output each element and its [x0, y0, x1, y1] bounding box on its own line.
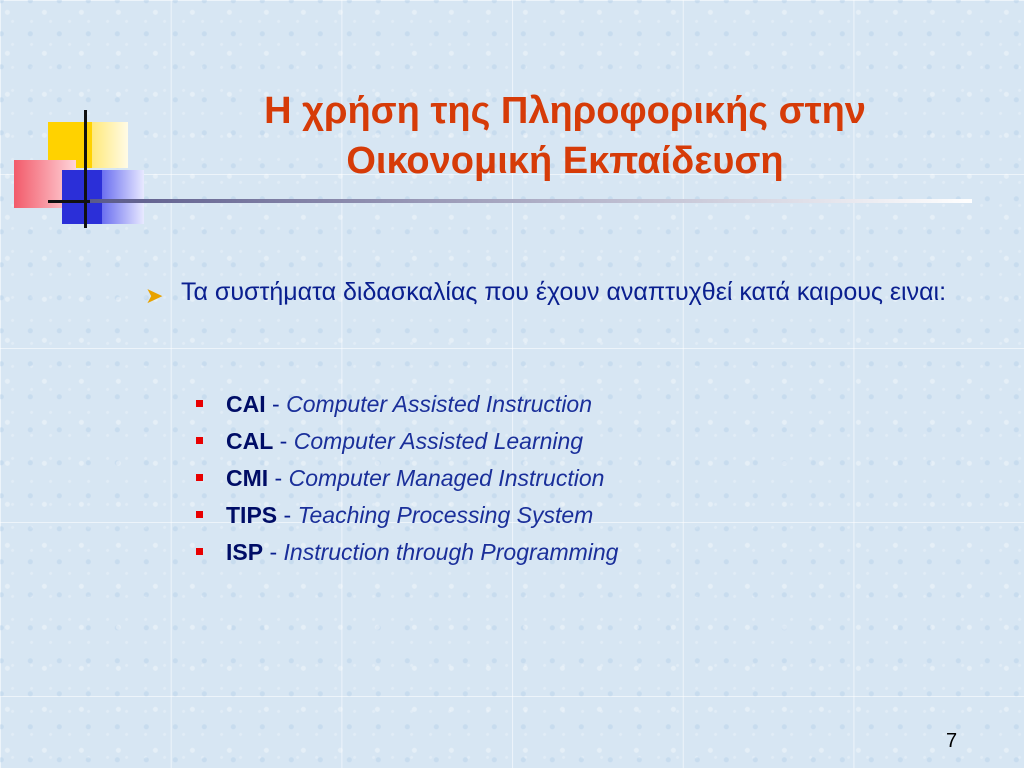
title-line-1: Η χρήση της Πληροφορικής στην [264, 90, 866, 132]
logo-yellow-fade [92, 122, 128, 168]
item-abbreviation: TIPS [226, 502, 278, 528]
item-abbreviation: CAI [226, 391, 266, 417]
main-bullet-text: Τα συστήματα διδασκαλίας που έχουν αναπτυχθεί κατά καιρους ειναι: [181, 278, 947, 306]
item-abbreviation: CAL [226, 428, 274, 454]
list-item [195, 499, 618, 536]
list-item [195, 425, 618, 462]
logo-blue-fade [102, 170, 144, 224]
square-bullet-icon [196, 511, 203, 518]
slide-title [150, 86, 980, 186]
square-bullet-icon [196, 548, 203, 555]
square-bullet-icon [196, 474, 203, 481]
title-line-2: Οικονομική Εκπαίδευση [346, 140, 784, 182]
arrow-bullet-icon: ➤ [145, 283, 164, 308]
item-abbreviation: CMI [226, 465, 269, 491]
item-separator: - [263, 539, 284, 565]
item-separator: - [277, 502, 298, 528]
item-description: Computer Assisted Instruction [286, 391, 593, 417]
logo-vertical-line [84, 110, 87, 228]
item-separator: - [268, 465, 289, 491]
item-description: Teaching Processing System [297, 502, 594, 528]
main-bullet [145, 276, 1005, 309]
square-bullet-icon [196, 400, 203, 407]
item-separator: - [265, 391, 287, 417]
square-bullet-icon [196, 437, 203, 444]
page-number: 7 [946, 730, 958, 752]
item-description: Instruction through Programming [283, 539, 619, 565]
list-item [195, 536, 618, 573]
item-description: Computer Managed Instruction [288, 465, 605, 491]
list-item [195, 388, 618, 425]
item-separator: - [273, 428, 294, 454]
list-item [195, 462, 618, 499]
logo-blue-square [62, 170, 102, 224]
title-underline [90, 199, 972, 203]
item-description: Computer Assisted Learning [293, 428, 584, 454]
decorative-logo [12, 108, 147, 230]
system-list [195, 388, 618, 573]
item-abbreviation: ISP [226, 539, 264, 565]
